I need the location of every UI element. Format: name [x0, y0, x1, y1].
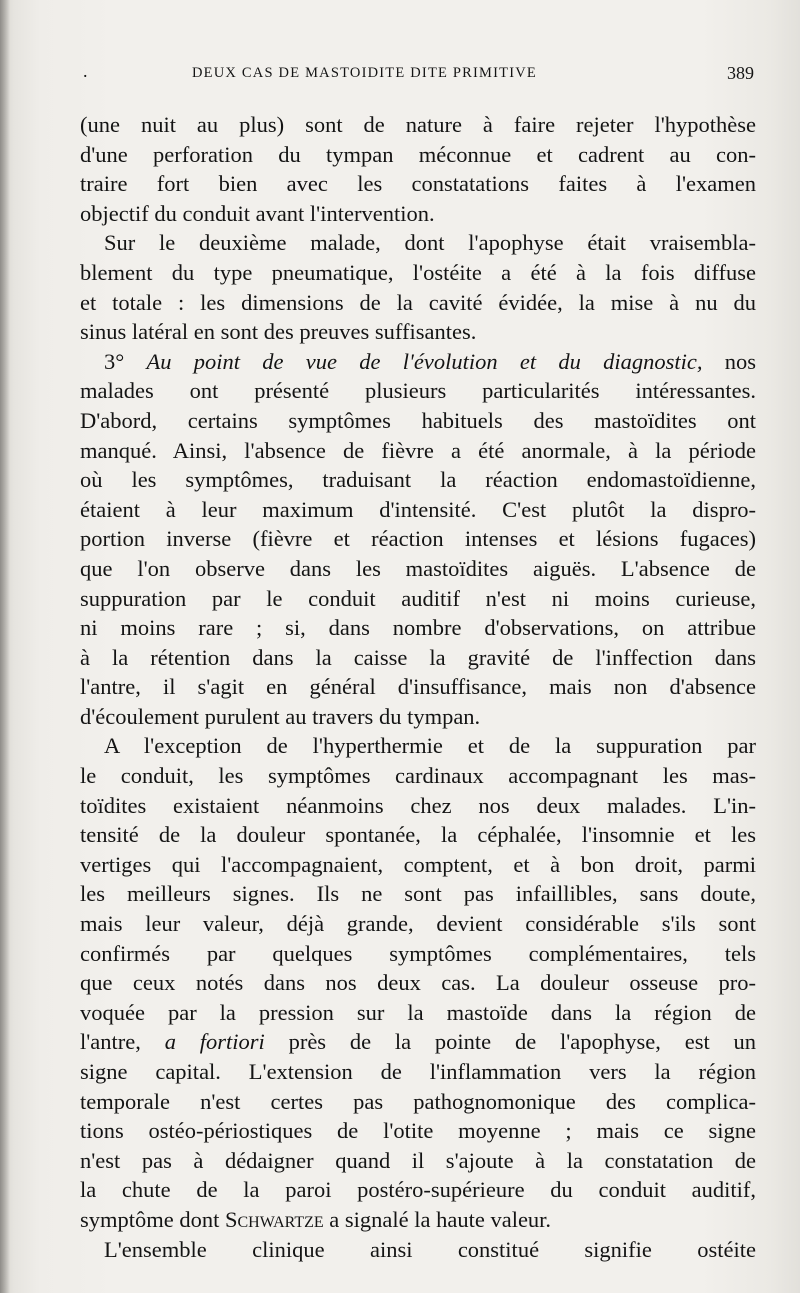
text-line: et totale : les dimensions de la cavité évidée, la mise à nu du — [80, 289, 756, 315]
text-line: la chute de la paroi postéro-supérieure du conduit auditif, — [80, 1177, 756, 1203]
text-line: que ceux notés dans nos deux cas. La douleur osseuse pro- — [80, 970, 756, 996]
section-number: 3° — [104, 348, 147, 374]
text-line: manqué. Ainsi, l'absence de fièvre a été anormale, à la période — [80, 437, 756, 463]
text-line-with-author — [80, 1205, 756, 1235]
page-number: 389 — [727, 63, 754, 83]
text-fragment: symptôme dont — [80, 1206, 225, 1232]
text-line: tensité de la douleur spontanée, la céphalée, l'insomnie et les — [80, 822, 756, 848]
text-line: l'antre, il s'agit en général d'insuffisance, mais non d'absence — [80, 674, 756, 700]
text-line: blement du type pneumatique, l'ostéite a été à la fois diffuse — [80, 259, 756, 285]
text-line: portion inverse (fièvre et réaction intenses et lésions fugaces) — [80, 526, 756, 552]
text-fragment: nos — [702, 348, 757, 374]
text-line: traire fort bien avec les constatations faites à l'examen — [80, 171, 756, 197]
text-line: suppuration par le conduit auditif n'est ni moins curieuse, — [80, 585, 756, 611]
text-fragment: l'antre, — [80, 1029, 165, 1055]
text-line: mais leur valeur, déjà grande, devient considérable s'ils sont — [80, 911, 756, 937]
text-line: objectif du conduit avant l'intervention. — [80, 200, 435, 226]
text-line: voquée par la pression sur la mastoïde dans la région de — [80, 999, 756, 1025]
text-line-with-italic — [80, 1027, 756, 1057]
text-line: toïdites existaient néanmoins chez nos deux malades. L'in- — [80, 792, 756, 818]
text-line: où les symptômes, traduisant la réaction endomastoïdienne, — [80, 467, 756, 493]
text-line: malades ont présenté plusieurs particularités intéressantes. — [80, 378, 756, 404]
text-fragment: a signalé la haute valeur. — [323, 1206, 552, 1232]
text-line: que l'on observe dans les mastoïdites aiguës. L'absence de — [80, 555, 756, 581]
text-line: le conduit, les symptômes cardinaux accompagnant les mas- — [80, 763, 756, 789]
text-line: sinus latéral en sont des preuves suffisantes. — [80, 319, 477, 345]
author-name: Schwartze — [225, 1206, 324, 1232]
text-line: A l'exception de l'hyperthermie et de la suppuration par — [104, 733, 756, 759]
section-heading-line — [80, 347, 756, 377]
text-line: d'une perforation du tympan méconnue et cadrent au con- — [80, 141, 756, 167]
text-fragment: près de la pointe de l'apophyse, est un — [264, 1029, 756, 1055]
text-line: Sur le deuxième malade, dont l'apophyse était vraisembla- — [104, 230, 756, 256]
text-line: à la rétention dans la caisse la gravité de l'inffection dans — [80, 644, 756, 670]
text-line: D'abord, certains symptômes habituels des mastoïdites ont — [80, 407, 756, 433]
text-line: confirmés par quelques symptômes complémentaires, tels — [80, 940, 756, 966]
text-line: tions ostéo-périostiques de l'otite moyenne ; mais ce signe — [80, 1118, 756, 1144]
text-line: n'est pas à dédaigner quand il s'ajoute à la constatation de — [80, 1147, 756, 1173]
running-head-title: DEUX CAS DE MASTOIDITE DITE PRIMITIVE — [192, 65, 537, 81]
text-line: temporale n'est certes pas pathognomonique des complica- — [80, 1088, 756, 1114]
running-head-dot: . — [83, 61, 88, 81]
running-head — [80, 63, 766, 87]
text-line: signe capital. L'extension de l'inflammation vers la région — [80, 1059, 756, 1084]
text-line: étaient à leur maximum d'intensité. C'est plutôt la dispro- — [80, 496, 756, 522]
text-line: les meilleurs signes. Ils ne sont pas infaillibles, sans doute, — [80, 881, 756, 907]
text-line: vertiges qui l'accompagnaient, comptent, et à bon droit, parmi — [80, 851, 756, 877]
text-line: ni moins rare ; si, dans nombre d'observations, on attribue — [80, 615, 756, 641]
italic-phrase: a fortiori — [164, 1029, 265, 1055]
text-line: (une nuit au plus) sont de nature à faire rejeter l'hypothèse — [80, 112, 756, 137]
text-line: L'ensemble clinique ainsi constitué signifie ostéite — [104, 1236, 756, 1262]
body-text — [80, 110, 756, 1264]
section-title: Au point de vue de l'évolution et du diagnostic, — [146, 348, 703, 374]
text-line: d'écoulement purulent au travers du tympan. — [80, 703, 481, 729]
